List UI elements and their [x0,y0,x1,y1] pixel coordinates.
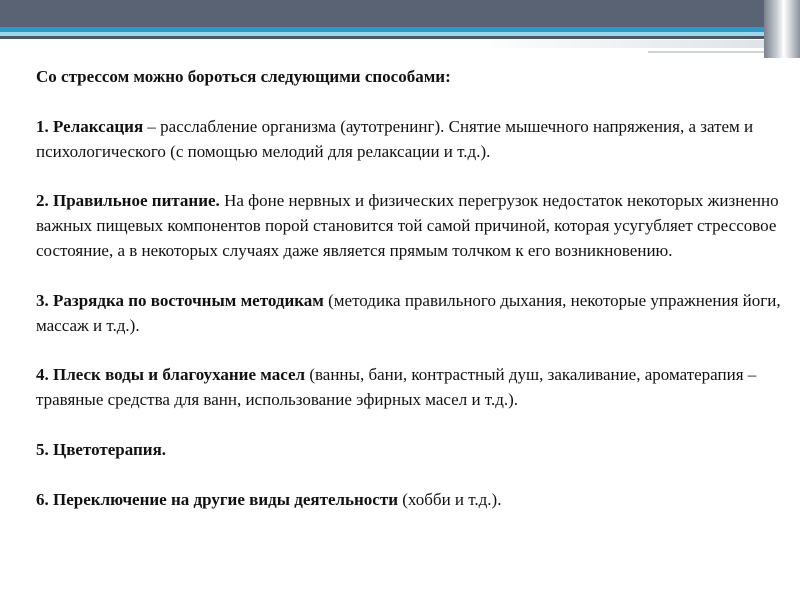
item-text: (методика правильного дыхания, некоторые упражнения йоги, массаж и т.д.). [36,290,781,335]
header-stripe-dark [0,36,800,39]
list-item-nutrition [36,189,798,263]
item-text: – расслабление организма (аутотренинг). Снятие мышечного напряжения, а затем и психологического (с помощью мелодий для релаксации и т.д.). [36,116,754,161]
header-fade-line [470,40,764,48]
item-text: (хобби и т.д.). [398,489,502,509]
item-heading: 4. Плеск воды и благоухание масел [36,365,306,385]
list-item-relaxation [36,115,798,165]
list-item-color-therapy [36,438,798,463]
item-text: (ванны, бани, контрастный душ, закаливание, ароматерапия – травяные средства для ванн, использование эфирных масел и т.д.). [36,365,757,410]
slide-content [36,65,798,538]
item-text: На фоне нервных и физических перегрузок недостаток некоторых жизненно важных пищевых компонентов порой становится той самой причиной, которая усугубляет стрессовое состояние, а в некоторых случаях даже является прямым толчком к его возникновению. [36,191,779,260]
item-heading: 2. Правильное питание. [36,191,220,211]
item-heading: 1. Релаксация [36,116,144,136]
item-heading: 3. Разрядка по восточным методикам [36,290,324,310]
item-heading: 5. Цветотерапия. [36,439,167,459]
corner-decoration [764,0,800,58]
item-heading: 6. Переключение на другие виды деятельности [36,489,398,509]
corner-line [648,51,764,53]
slide-title: Со стрессом можно бороться следующими способами: [36,67,451,86]
list-item-water-oils [36,363,798,413]
list-item-eastern-methods [36,289,798,339]
list-item-activity-switch [36,488,798,513]
header-band [0,0,800,27]
